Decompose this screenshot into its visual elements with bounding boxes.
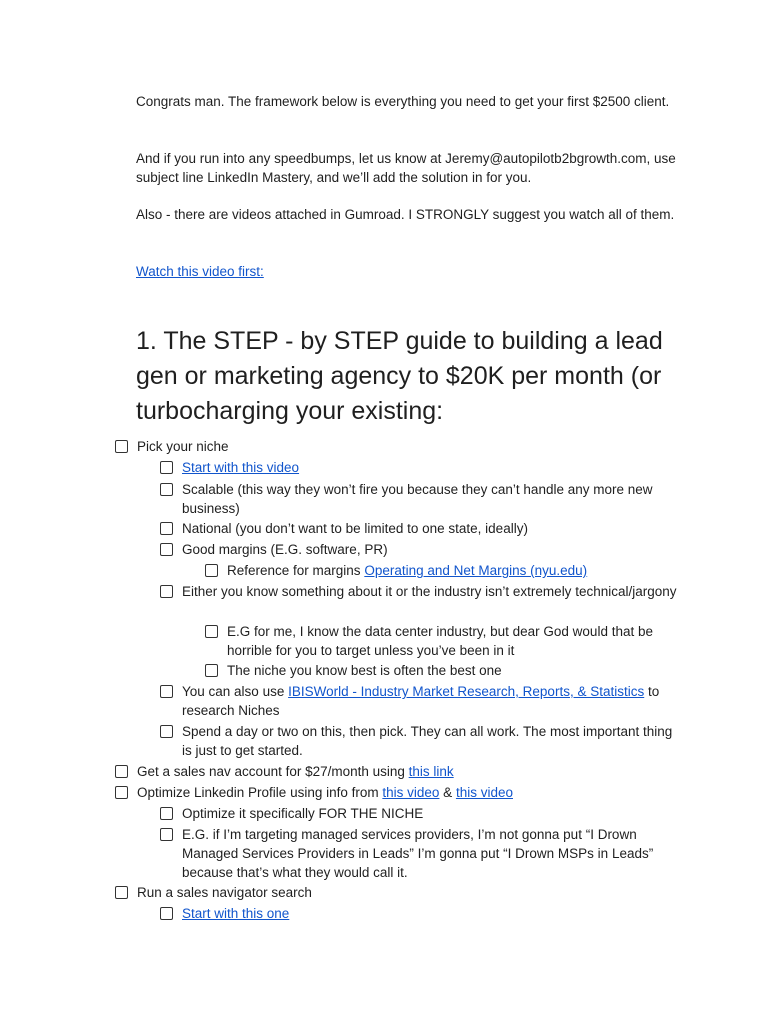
video-link-1[interactable]: this video — [382, 785, 440, 800]
item-text — [137, 762, 454, 781]
checklist-item-run-search — [115, 883, 675, 902]
item-text: Pick your niche — [137, 439, 229, 454]
checkbox[interactable] — [205, 664, 218, 677]
checklist-item-start-video — [160, 458, 680, 477]
checkbox[interactable] — [160, 685, 173, 698]
item-text — [137, 783, 513, 802]
ibisworld-link[interactable]: IBISWorld - Industry Market Research, Reports, & Statistics — [288, 684, 645, 699]
intro-paragraph-3: Also - there are videos attached in Gumroad. I STRONGLY suggest you watch all of them. — [136, 207, 675, 222]
item-text: E.G for me, I know the data center industry, but dear God would that be horrible for you to target unless you’ve been in it — [227, 624, 653, 658]
checklist-item-start-one — [160, 904, 680, 923]
ampersand: & — [439, 785, 456, 800]
video-link-2[interactable]: this video — [455, 785, 513, 800]
checklist-item-pick-niche — [115, 437, 675, 456]
checkbox[interactable] — [115, 786, 128, 799]
checkbox[interactable] — [115, 886, 128, 899]
research-niches-label: to research Niches — [182, 684, 660, 718]
checklist-item-niche-best — [205, 661, 680, 680]
checkbox[interactable] — [205, 625, 218, 638]
item-text: Either you know something about it or the industry isn’t extremely technical/jargony — [182, 584, 677, 599]
intro-paragraph-2: And if you run into any speedbumps, let us know at Jeremy@autopilotb2bgrowth.com, use subject line LinkedIn Mastery, and we’ll add the solution in for you. — [136, 151, 676, 185]
item-text: National (you don’t want to be limited to one state, ideally) — [182, 521, 528, 536]
also-use-label: You can also use — [182, 684, 289, 699]
item-text: E.G. if I’m targeting managed services providers, I’m not gonna put “I Drown Managed Services Providers in Leads” I’m gonna put “I Drown MSPs in Leads” because that’s what they would call it. — [182, 827, 654, 880]
checklist-item-eg-msp — [160, 825, 680, 882]
checklist-item-either — [160, 582, 680, 601]
item-text: The niche you know best is often the best one — [227, 663, 502, 678]
checklist-item-good-margins — [160, 540, 680, 559]
checklist-item-eg-me — [205, 622, 680, 660]
checklist-item-scalable — [160, 480, 680, 518]
checklist-item-optimize-niche — [160, 804, 680, 823]
optimize-label: Optimize Linkedin Profile using info from — [137, 785, 383, 800]
item-text: Run a sales navigator search — [137, 885, 312, 900]
reference-label: Reference for margins — [227, 563, 365, 578]
sales-nav-label: Get a sales nav account for $27/month using — [137, 764, 409, 779]
item-text — [182, 682, 680, 720]
watch-video-paragraph — [136, 262, 696, 281]
checkbox[interactable] — [160, 522, 173, 535]
checklist-item-reference-margins — [205, 561, 680, 580]
checklist-item-ibisworld — [160, 682, 680, 720]
item-text: Scalable (this way they won’t fire you because they can’t handle any more new business) — [182, 482, 653, 516]
start-one-link[interactable]: Start with this one — [182, 906, 290, 921]
checkbox[interactable] — [160, 807, 173, 820]
checklist-item-national — [160, 519, 680, 538]
intro-paragraph-1: Congrats man. The framework below is everything you need to get your first $2500 client. — [136, 94, 670, 109]
item-text — [227, 561, 587, 580]
item-text: Spend a day or two on this, then pick. They can all work. The most important thing is just to get started. — [182, 724, 673, 758]
margins-link[interactable]: Operating and Net Margins (nyu.edu) — [364, 563, 588, 578]
start-video-link[interactable]: Start with this video — [182, 460, 300, 475]
item-text: Good margins (E.G. software, PR) — [182, 542, 388, 557]
checklist-item-optimize-profile — [115, 783, 675, 802]
item-text: Optimize it specifically FOR THE NICHE — [182, 806, 424, 821]
checkbox[interactable] — [160, 483, 173, 496]
watch-video-link[interactable]: Watch this video first: — [136, 264, 264, 279]
checkbox[interactable] — [115, 765, 128, 778]
checkbox[interactable] — [115, 440, 128, 453]
checkbox[interactable] — [160, 585, 173, 598]
checkbox[interactable] — [205, 564, 218, 577]
sales-nav-link[interactable]: this link — [408, 764, 454, 779]
checkbox[interactable] — [160, 461, 173, 474]
checkbox[interactable] — [160, 725, 173, 738]
checkbox[interactable] — [160, 543, 173, 556]
checkbox[interactable] — [160, 907, 173, 920]
checkbox[interactable] — [160, 828, 173, 841]
checklist-item-spend — [160, 722, 680, 760]
checklist-item-sales-nav — [115, 762, 675, 781]
section-heading: 1. The STEP - by STEP guide to building a lead gen or marketing agency to $20K per month (or turbocharging your existing: — [136, 327, 663, 425]
